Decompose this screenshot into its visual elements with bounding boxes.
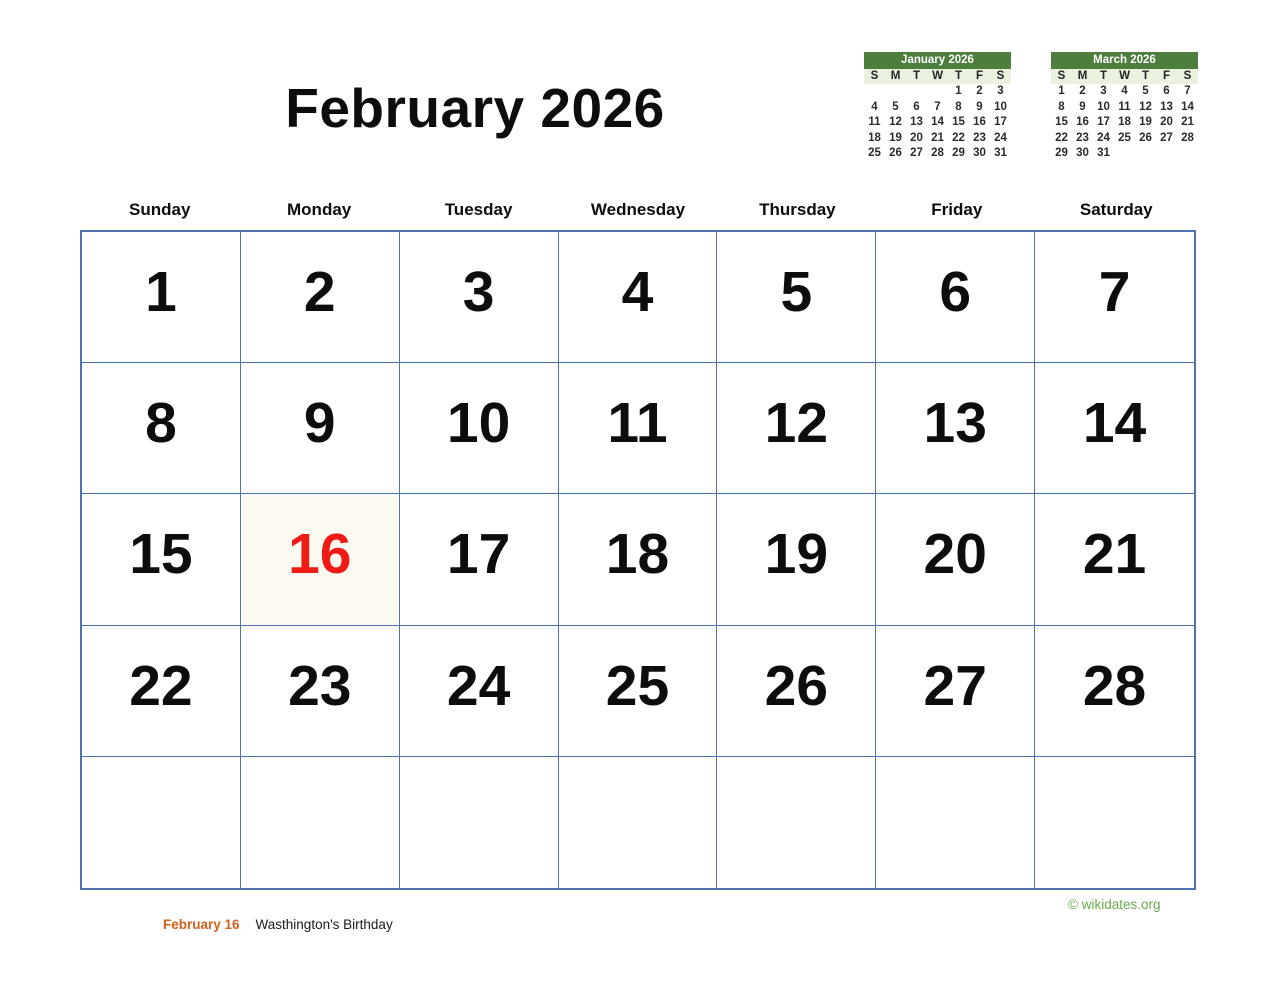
mini-january-day: 6 <box>913 100 920 113</box>
mini-march-day: 25 <box>1118 131 1131 144</box>
mini-march-day: 2 <box>1079 85 1086 97</box>
weekday-header: Wednesday <box>590 200 686 219</box>
mini-january-day: 16 <box>973 116 986 128</box>
mini-march-day: 1 <box>1058 85 1065 97</box>
mini-january-day: 13 <box>910 116 923 128</box>
mini-calendar-january <box>864 52 1011 162</box>
mini-march-day: 7 <box>1184 85 1191 97</box>
day-cell-empty <box>1035 757 1194 888</box>
mini-march-weekday: T <box>1141 69 1150 82</box>
mini-january-weekday: T <box>912 69 921 82</box>
holiday-legend <box>163 917 393 932</box>
mini-january-day: 23 <box>973 131 986 144</box>
mini-calendar-january-weekdays <box>864 69 1011 85</box>
mini-march-day: 24 <box>1097 131 1110 144</box>
mini-january-day: 17 <box>994 116 1007 128</box>
mini-january-day: 24 <box>994 131 1007 144</box>
copyright-link[interactable]: © wikidates.org <box>1068 897 1161 912</box>
mini-march-day: 11 <box>1118 100 1131 113</box>
weekday-header: Tuesday <box>444 200 513 219</box>
mini-march-day: 8 <box>1058 100 1065 113</box>
mini-january-day: 11 <box>868 116 881 128</box>
day-cell-13: 13 <box>876 363 1035 494</box>
mini-march-day: 16 <box>1076 116 1089 128</box>
mini-january-day: 25 <box>868 147 881 159</box>
mini-january-day: 20 <box>910 131 923 144</box>
mini-march-day: 9 <box>1079 100 1086 113</box>
day-cell-11: 11 <box>559 363 718 494</box>
mini-january-day: 10 <box>994 100 1007 113</box>
weekday-header: Friday <box>931 200 983 219</box>
day-cell-21: 21 <box>1035 494 1194 625</box>
mini-january-weekday: T <box>954 69 963 82</box>
day-cell-7: 7 <box>1035 232 1194 363</box>
day-cell-18: 18 <box>559 494 718 625</box>
mini-march-day: 10 <box>1097 100 1110 113</box>
day-cell-23: 23 <box>241 626 400 757</box>
mini-calendar-march-title: March 2026 <box>1051 52 1198 69</box>
mini-march-day: 27 <box>1160 131 1173 144</box>
mini-calendar-january-title: January 2026 <box>864 52 1011 69</box>
day-cell-empty <box>241 757 400 888</box>
day-cell-9: 9 <box>241 363 400 494</box>
day-cell-28: 28 <box>1035 626 1194 757</box>
day-cell-2: 2 <box>241 232 400 363</box>
mini-march-day: 4 <box>1121 85 1128 97</box>
mini-january-day: 3 <box>997 85 1004 97</box>
mini-january-day: 26 <box>889 147 902 159</box>
mini-january-day <box>927 84 948 100</box>
mini-march-day: 21 <box>1181 116 1194 128</box>
mini-march-weekday: T <box>1099 69 1108 82</box>
day-cell-empty <box>82 757 241 888</box>
mini-january-day: 30 <box>973 147 986 159</box>
day-cell-5: 5 <box>717 232 876 363</box>
day-cell-26: 26 <box>717 626 876 757</box>
mini-march-day: 5 <box>1142 85 1149 97</box>
mini-january-day: 19 <box>889 131 902 144</box>
mini-march-weekday: F <box>1162 69 1171 82</box>
mini-january-weekday: W <box>932 69 943 82</box>
mini-january-day: 2 <box>976 85 983 97</box>
mini-january-day: 21 <box>931 131 944 144</box>
mini-january-day <box>906 84 927 100</box>
mini-march-weekday: M <box>1077 69 1088 82</box>
day-cell-3: 3 <box>400 232 559 363</box>
mini-january-day: 15 <box>952 116 965 128</box>
mini-march-day: 30 <box>1076 147 1089 159</box>
weekday-header: Monday <box>287 200 352 219</box>
month-grid <box>80 230 1196 890</box>
mini-january-weekday: S <box>996 69 1005 82</box>
mini-calendar-march-weekdays <box>1051 69 1198 85</box>
day-cell-1: 1 <box>82 232 241 363</box>
mini-march-weekday: S <box>1183 69 1192 82</box>
mini-march-weekday: S <box>1057 69 1066 82</box>
mini-january-day: 31 <box>994 147 1007 159</box>
day-cell-14: 14 <box>1035 363 1194 494</box>
holiday-legend-date: February 16 <box>163 917 240 932</box>
weekday-header: Thursday <box>759 200 836 219</box>
mini-calendar-march <box>1051 52 1198 162</box>
mini-january-weekday: M <box>890 69 901 82</box>
mini-march-day: 13 <box>1160 100 1173 113</box>
day-cell-empty <box>400 757 559 888</box>
mini-january-weekday: S <box>870 69 879 82</box>
mini-january-day: 7 <box>934 100 941 113</box>
mini-january-weekday: F <box>975 69 984 82</box>
mini-january-day: 4 <box>871 100 878 113</box>
mini-january-day: 12 <box>889 116 902 128</box>
mini-march-day: 19 <box>1139 116 1152 128</box>
weekday-header-row <box>80 200 1196 220</box>
mini-march-day: 22 <box>1055 131 1068 144</box>
mini-march-day: 23 <box>1076 131 1089 144</box>
weekday-header: Sunday <box>129 200 191 219</box>
mini-march-day: 3 <box>1100 85 1107 97</box>
page-title: February 2026 <box>285 77 665 139</box>
day-cell-16: 16 <box>241 494 400 625</box>
mini-january-day: 22 <box>952 131 965 144</box>
mini-january-day: 8 <box>955 100 962 113</box>
mini-march-day: 20 <box>1160 116 1173 128</box>
mini-march-day: 29 <box>1055 147 1068 159</box>
mini-january-day: 1 <box>955 85 962 97</box>
mini-january-day: 27 <box>910 147 923 159</box>
day-cell-20: 20 <box>876 494 1035 625</box>
mini-march-day: 18 <box>1118 116 1131 128</box>
mini-march-day: 26 <box>1139 131 1152 144</box>
day-cell-empty <box>876 757 1035 888</box>
mini-january-day: 29 <box>952 147 965 159</box>
day-cell-22: 22 <box>82 626 241 757</box>
mini-march-day: 28 <box>1181 131 1194 144</box>
mini-january-day: 5 <box>892 100 899 113</box>
day-cell-empty <box>717 757 876 888</box>
mini-january-day <box>864 84 885 100</box>
day-cell-19: 19 <box>717 494 876 625</box>
mini-march-day <box>1177 146 1198 162</box>
mini-march-day: 15 <box>1055 116 1068 128</box>
mini-march-day <box>1156 146 1177 162</box>
day-cell-empty <box>559 757 718 888</box>
mini-january-day: 9 <box>976 100 983 113</box>
day-cell-25: 25 <box>559 626 718 757</box>
mini-march-weekday: W <box>1119 69 1130 82</box>
day-cell-4: 4 <box>559 232 718 363</box>
mini-january-day: 18 <box>868 131 881 144</box>
mini-march-day: 17 <box>1097 116 1110 128</box>
mini-march-day: 6 <box>1163 85 1170 97</box>
day-cell-15: 15 <box>82 494 241 625</box>
weekday-header: Saturday <box>1079 200 1153 219</box>
day-cell-24: 24 <box>400 626 559 757</box>
mini-march-day <box>1114 146 1135 162</box>
day-cell-27: 27 <box>876 626 1035 757</box>
day-cell-8: 8 <box>82 363 241 494</box>
mini-march-day: 31 <box>1097 147 1110 159</box>
mini-march-day: 14 <box>1181 100 1194 113</box>
mini-march-day: 12 <box>1139 100 1152 113</box>
day-cell-12: 12 <box>717 363 876 494</box>
mini-january-day: 28 <box>931 147 944 159</box>
mini-march-day <box>1135 146 1156 162</box>
day-cell-6: 6 <box>876 232 1035 363</box>
holiday-legend-text: Wasthington's Birthday <box>255 917 393 932</box>
mini-calendar-january-days <box>864 84 1011 162</box>
mini-calendar-march-days <box>1051 84 1198 162</box>
mini-january-day <box>885 84 906 100</box>
mini-january-day: 14 <box>931 116 944 128</box>
day-cell-10: 10 <box>400 363 559 494</box>
day-cell-17: 17 <box>400 494 559 625</box>
